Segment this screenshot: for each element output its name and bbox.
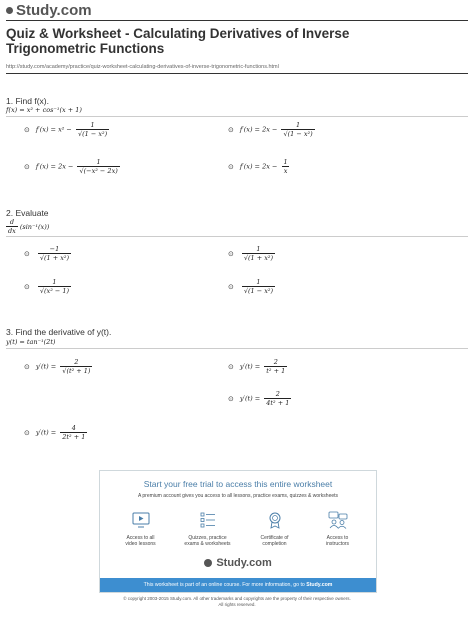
- option-prefix: f′(x) = x² −: [35, 125, 74, 134]
- title-divider: [6, 73, 468, 74]
- page-url[interactable]: http://study.com/academy/practice/quiz-worksheet-calculating-derivatives-of-inverse-trigonometric-functions.html: [6, 64, 279, 70]
- radio-button-icon[interactable]: ⊙: [228, 282, 234, 291]
- feature-line-1: Access to: [326, 535, 349, 541]
- video-icon: [131, 511, 151, 529]
- option-denominator: √(1 + x²): [39, 254, 70, 262]
- option-prefix: y′(t) =: [35, 362, 59, 371]
- question-1-expression: f(x) = x² + cos⁻¹(x + 1): [6, 106, 82, 114]
- option-denominator: t² + 1: [266, 367, 286, 375]
- question-3-expression: y(t) = tan⁻¹(2t): [6, 338, 56, 346]
- option-numerator: 1: [52, 278, 57, 286]
- feature-line-1: Access to all: [126, 535, 155, 541]
- option-prefix: y′(t) =: [35, 428, 59, 437]
- option-numerator: 1: [256, 278, 261, 286]
- certificate-icon: [265, 511, 285, 529]
- q2-option-b[interactable]: [228, 245, 275, 262]
- feature-video-lessons: [106, 511, 175, 547]
- option-denominator: √(1 − x²): [243, 287, 274, 295]
- feature-line-1: Certificate of: [260, 535, 289, 541]
- radio-button-icon[interactable]: ⊙: [228, 249, 234, 258]
- promo-subheading: A premium account gives you access to all lessons, practice exams, quizzes & worksheets: [137, 493, 339, 499]
- title-line-1: Quiz & Worksheet - Calculating Derivatives of Inverse: [6, 26, 350, 41]
- feature-line-2: instructors: [325, 541, 350, 547]
- promo-heading: Start your free trial to access this entire worksheet: [143, 479, 333, 489]
- option-prefix: f′(x) = 2x −: [239, 125, 280, 134]
- option-prefix: y′(t) =: [239, 394, 263, 403]
- feature-line-2: completion: [262, 541, 287, 547]
- question-2-expression: [6, 218, 49, 235]
- question-1-divider: [6, 116, 468, 117]
- radio-button-icon[interactable]: ⊙: [24, 428, 30, 437]
- radio-button-icon[interactable]: ⊙: [24, 162, 30, 171]
- q3-option-c[interactable]: [228, 390, 291, 407]
- promo-bar-link[interactable]: Study.com: [306, 582, 333, 588]
- option-prefix: y′(t) =: [239, 362, 263, 371]
- option-numerator: 1: [96, 158, 101, 166]
- q1-option-b[interactable]: [228, 121, 315, 138]
- option-denominator: √(x² − 1): [39, 287, 70, 295]
- option-numerator: 2: [273, 358, 278, 366]
- option-denominator: √(1 − x²): [283, 130, 313, 138]
- derivative-denominator: dx: [8, 227, 16, 235]
- promo-info-bar: [100, 578, 376, 592]
- question-3-divider: [6, 348, 468, 349]
- option-numerator: 4: [71, 424, 76, 432]
- copyright-footer: [0, 596, 474, 608]
- derivative-argument: (sin⁻¹(x)): [19, 222, 50, 231]
- option-numerator: −1: [49, 245, 60, 253]
- footer-line-1: © copyright 2003-2015 Study.com. All other trademarks and copyrights are the property of their respective owners.: [123, 596, 351, 601]
- option-denominator: x: [283, 167, 288, 175]
- option-prefix: f′(x) = 2x −: [239, 162, 280, 171]
- option-numerator: 1: [295, 121, 301, 129]
- question-3-title: 3. Find the derivative of y(t).: [6, 327, 112, 337]
- promo-study-logo[interactable]: [100, 557, 376, 569]
- instructors-icon: [328, 511, 348, 529]
- radio-button-icon[interactable]: ⊙: [24, 282, 30, 291]
- radio-button-icon[interactable]: ⊙: [24, 362, 30, 371]
- footer-line-2: All rights reserved.: [218, 602, 256, 607]
- q2-option-a[interactable]: [24, 245, 71, 262]
- feature-certificate: [240, 511, 309, 547]
- feature-line-2: exams & worksheets: [184, 541, 231, 547]
- logo-dot-icon: [6, 7, 13, 14]
- page-title: [6, 26, 468, 56]
- option-denominator: √(1 + x²): [243, 254, 274, 262]
- option-denominator: 2t² + 1: [62, 433, 86, 441]
- q3-option-d[interactable]: [24, 424, 87, 441]
- title-line-2: Trigonometric Functions: [6, 41, 165, 56]
- feature-line-2: video lessons: [125, 541, 156, 547]
- option-numerator: 2: [275, 390, 280, 398]
- question-2-divider: [6, 236, 468, 237]
- feature-quizzes: [173, 511, 242, 547]
- promo-logo-text: Study.com: [216, 557, 272, 569]
- question-2-title: 2. Evaluate: [6, 208, 49, 218]
- q1-option-a[interactable]: [24, 121, 109, 138]
- q1-option-c[interactable]: [24, 158, 120, 175]
- option-numerator: 2: [74, 358, 79, 366]
- q3-option-b[interactable]: [228, 358, 287, 375]
- option-denominator: 4t² + 1: [266, 399, 290, 407]
- logo-text: Study.com: [16, 2, 92, 19]
- option-numerator: 1: [90, 121, 95, 129]
- radio-button-icon[interactable]: ⊙: [228, 394, 234, 403]
- option-prefix: f′(x) = 2x −: [35, 162, 76, 171]
- radio-button-icon[interactable]: ⊙: [228, 125, 234, 134]
- option-numerator: 1: [283, 158, 288, 166]
- option-denominator: √(−x² − 2x): [79, 167, 118, 175]
- option-numerator: 1: [256, 245, 261, 253]
- question-1-title: 1. Find f(x).: [6, 96, 49, 106]
- study-logo[interactable]: [6, 2, 92, 19]
- q2-option-d[interactable]: [228, 278, 275, 295]
- q3-option-a[interactable]: [24, 358, 92, 375]
- radio-button-icon[interactable]: ⊙: [228, 362, 234, 371]
- header-divider: [6, 20, 468, 21]
- option-denominator: √(1 − x²): [77, 130, 108, 138]
- promo-bar-text: This worksheet is part of an online course. For more information, go to: [143, 582, 307, 588]
- option-denominator: √(t² + 1): [62, 367, 91, 375]
- derivative-numerator: d: [9, 218, 14, 226]
- logo-dot-icon: [204, 559, 212, 567]
- feature-instructors: [303, 511, 372, 547]
- premium-promo-box: [99, 470, 377, 593]
- radio-button-icon[interactable]: ⊙: [24, 125, 30, 134]
- radio-button-icon[interactable]: ⊙: [228, 162, 234, 171]
- checklist-icon: [198, 511, 218, 529]
- radio-button-icon[interactable]: ⊙: [24, 249, 30, 258]
- q2-option-c[interactable]: [24, 278, 71, 295]
- q1-option-d[interactable]: [228, 158, 290, 175]
- feature-line-1: Quizzes, practice: [188, 535, 227, 541]
